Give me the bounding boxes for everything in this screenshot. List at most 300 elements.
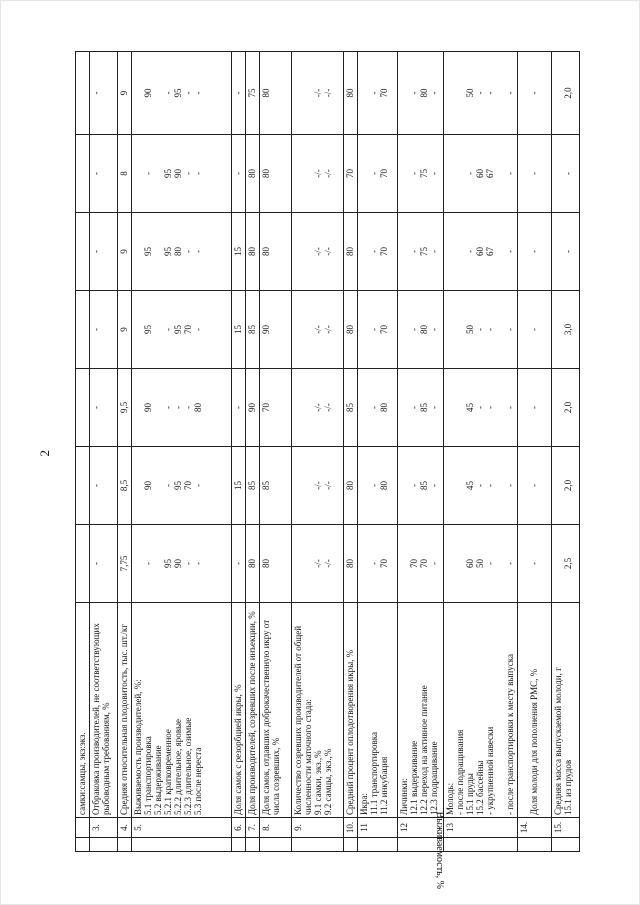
value-line: [133, 449, 143, 522]
value-cell: [344, 52, 358, 135]
value-line: [303, 371, 313, 444]
table-body: [76, 52, 580, 889]
value-line: [359, 137, 369, 210]
indicator-line: - после транспортировки к месту выпуска: [505, 654, 516, 815]
row-number: 4.: [118, 818, 132, 838]
indicator-line: Доля производителей, созревших после инъекции, %: [247, 611, 257, 815]
row-number: 8.: [260, 818, 292, 838]
value-line: 90: [173, 169, 184, 178]
value-cell: [246, 369, 260, 447]
group-cell: [260, 838, 292, 852]
value-cell: [132, 447, 232, 525]
value-line: -: [409, 172, 420, 175]
value-line: -: [409, 328, 420, 331]
value-cell: [246, 447, 260, 525]
value-line: -: [91, 172, 101, 175]
value-line: -: [465, 250, 476, 253]
value-cell: [398, 447, 444, 525]
value-line: -/-: [313, 559, 324, 568]
value-line: -: [369, 328, 380, 331]
indicator-name: [260, 603, 292, 818]
value-line: 3,0: [563, 323, 574, 336]
value-cell: [260, 369, 292, 447]
value-line: 80: [419, 325, 430, 334]
value-line: [153, 293, 163, 366]
value-line: 50: [465, 88, 476, 98]
value-line: 85: [247, 325, 257, 334]
table-row: [552, 52, 580, 852]
value-line: [455, 449, 465, 522]
value-line: 80: [345, 247, 355, 256]
indicator-name: [292, 603, 344, 818]
value-line: -: [505, 91, 516, 95]
value-line: -: [485, 328, 496, 331]
value-line: 80: [379, 403, 390, 412]
indicator-line: 9.1 самки, экз.,%: [313, 750, 324, 815]
value-line: -: [233, 406, 243, 409]
value-cell: [518, 447, 552, 525]
value-line: [153, 449, 163, 522]
value-cell: [292, 52, 344, 135]
indicator-line: Доля самок, отдавших доброкачественную икру от: [261, 619, 271, 815]
value-cell: [344, 135, 358, 213]
value-line: [553, 293, 563, 366]
value-line: -: [429, 91, 440, 95]
value-line: 90: [143, 403, 154, 412]
value-line: [153, 371, 163, 444]
indicator-line: Отбраковка производителей, не соответствующих: [91, 623, 101, 815]
group-cell: [344, 838, 358, 852]
value-line: 70: [183, 481, 194, 490]
value-line: [519, 527, 529, 600]
value-cell: [90, 291, 118, 369]
value-cell: [552, 447, 580, 525]
value-line: 67: [485, 247, 496, 256]
value-line: [293, 137, 303, 210]
value-line: [495, 293, 505, 366]
value-cell: [518, 291, 552, 369]
value-line: 80: [247, 559, 257, 568]
value-line: 85: [261, 481, 271, 490]
value-line: [553, 215, 563, 288]
value-line: 80: [247, 247, 257, 256]
value-cell: [90, 447, 118, 525]
value-line: 67: [485, 169, 496, 178]
value-line: -/-: [313, 169, 324, 178]
value-line: [359, 293, 369, 366]
value-line: [455, 215, 465, 288]
value-cell: [232, 369, 246, 447]
value-line: -/-: [323, 169, 334, 178]
value-line: 70: [419, 559, 430, 568]
indicator-name: [246, 603, 260, 818]
value-line: [553, 527, 563, 600]
indicator-name: [232, 603, 246, 818]
value-cell: [132, 525, 232, 603]
value-cell: [358, 52, 398, 135]
value-cell: [260, 525, 292, 603]
value-line: -: [429, 562, 440, 565]
value-line: 95: [163, 169, 174, 178]
value-line: [303, 449, 313, 522]
value-line: 80: [261, 169, 271, 178]
value-line: [77, 54, 87, 132]
value-line: -: [91, 250, 101, 253]
indicator-line: 5.1 транспортировка: [143, 736, 154, 815]
rotated-page: [37, 52, 574, 889]
value-line: -: [485, 406, 496, 409]
value-line: -: [91, 91, 101, 95]
value-line: -: [233, 172, 243, 175]
value-cell: [552, 525, 580, 603]
value-line: 50: [475, 559, 486, 568]
value-line: 70: [379, 88, 390, 98]
indicator-line: 12.1 выдерживание: [409, 740, 420, 815]
group-cell: [232, 838, 246, 852]
row-number: 3.: [90, 818, 118, 838]
value-cell: [552, 52, 580, 135]
value-line: -: [91, 328, 101, 331]
side-label: Выживаемость, %: [434, 811, 446, 889]
value-line: [153, 527, 163, 600]
value-line: -: [429, 328, 440, 331]
value-cell: [344, 291, 358, 369]
value-line: 70: [379, 559, 390, 568]
indicator-line: - после подращивания: [455, 729, 466, 815]
value-cell: [90, 525, 118, 603]
value-line: 85: [247, 481, 257, 490]
value-line: [303, 527, 313, 600]
value-line: 9: [119, 249, 129, 254]
value-line: -: [485, 562, 496, 565]
value-line: 80: [419, 88, 430, 98]
value-line: 90: [173, 559, 184, 568]
value-line: -: [183, 172, 194, 175]
value-line: [445, 215, 455, 288]
value-line: -: [505, 250, 516, 253]
value-line: 95: [173, 481, 184, 490]
value-cell: [90, 135, 118, 213]
value-line: [153, 54, 163, 132]
value-line: [553, 54, 563, 132]
value-line: -/-: [323, 247, 334, 256]
value-line: -: [529, 406, 540, 409]
value-cell: [444, 525, 518, 603]
value-line: [359, 527, 369, 600]
value-cell: [246, 213, 260, 291]
value-line: [445, 137, 455, 210]
value-line: -: [233, 91, 243, 95]
value-cell: [232, 291, 246, 369]
value-line: -: [563, 250, 574, 253]
table-row: [518, 52, 552, 852]
table-row: [232, 52, 246, 852]
value-line: -/-: [323, 88, 334, 98]
value-line: -: [369, 406, 380, 409]
value-line: [455, 54, 465, 132]
value-line: 60: [465, 559, 476, 568]
value-line: -: [173, 406, 184, 409]
value-line: [153, 215, 163, 288]
value-line: [495, 215, 505, 288]
value-line: -: [429, 484, 440, 487]
value-line: 90: [247, 403, 257, 412]
value-line: [133, 293, 143, 366]
value-line: -: [505, 484, 516, 487]
value-line: 80: [345, 88, 355, 98]
indicator-line: Количество созревших производителей от общей: [293, 625, 303, 815]
value-line: -: [91, 484, 101, 487]
value-line: [553, 137, 563, 210]
indicator-line: Личинки:: [399, 778, 409, 815]
value-line: [77, 137, 87, 210]
value-cell: [260, 447, 292, 525]
value-line: [399, 371, 409, 444]
table-row: [246, 52, 260, 852]
value-line: [293, 293, 303, 366]
value-line: 2,0: [563, 87, 574, 99]
group-cell: [444, 838, 518, 852]
value-line: [399, 215, 409, 288]
indicator-line: Молодь:: [445, 782, 455, 815]
value-cell: [232, 447, 246, 525]
value-line: 80: [247, 169, 257, 178]
value-line: 15: [233, 481, 243, 490]
value-line: -: [163, 91, 174, 95]
value-line: [519, 137, 529, 210]
value-line: -: [485, 91, 496, 95]
value-cell: [76, 369, 90, 447]
value-line: 75: [419, 169, 430, 178]
table-row: [398, 52, 444, 852]
value-cell: [518, 525, 552, 603]
value-line: 85: [345, 403, 355, 412]
value-cell: [132, 213, 232, 291]
indicator-line: числа созревших, %: [271, 737, 282, 815]
value-line: 95: [173, 88, 184, 98]
value-line: [495, 449, 505, 522]
value-line: [519, 293, 529, 366]
value-cell: [76, 291, 90, 369]
value-line: 95: [173, 325, 184, 334]
value-line: [359, 215, 369, 288]
indicator-line: Доля самок с резорбцией икры, %: [233, 684, 243, 815]
value-line: 15: [233, 325, 243, 334]
value-line: -: [193, 172, 204, 175]
value-line: 60: [475, 169, 486, 178]
value-cell: [444, 447, 518, 525]
value-line: -: [163, 406, 174, 409]
value-line: -/-: [323, 481, 334, 490]
value-cell: [260, 135, 292, 213]
value-cell: [90, 369, 118, 447]
value-cell: [358, 369, 398, 447]
indicator-line: 5.2 выдерживание: [153, 745, 164, 815]
value-line: [495, 371, 505, 444]
value-line: [445, 371, 455, 444]
group-cell: [90, 838, 118, 852]
value-line: [519, 54, 529, 132]
value-line: -/-: [313, 403, 324, 412]
value-cell: [518, 369, 552, 447]
value-line: -: [475, 328, 486, 331]
fish-breeding-table: [75, 51, 580, 889]
value-line: [77, 371, 87, 444]
value-line: [133, 527, 143, 600]
value-line: -/-: [313, 88, 324, 98]
value-line: [133, 371, 143, 444]
value-line: [153, 137, 163, 210]
value-line: [359, 54, 369, 132]
value-line: -: [91, 562, 101, 565]
value-line: -: [193, 484, 204, 487]
value-cell: [358, 213, 398, 291]
value-line: 8: [119, 171, 129, 176]
indicator-line: 5.2.2 длительное, яровые: [173, 718, 184, 815]
value-cell: [552, 213, 580, 291]
value-line: [293, 527, 303, 600]
value-line: [445, 449, 455, 522]
indicator-line: 15.1 из прудов: [563, 759, 574, 815]
value-cell: [444, 135, 518, 213]
indicator-line: Средняя масса выпускаемой молоди, г: [553, 667, 563, 815]
value-line: [455, 293, 465, 366]
value-cell: [246, 52, 260, 135]
value-line: 80: [261, 247, 271, 256]
value-line: 80: [345, 481, 355, 490]
value-cell: [398, 52, 444, 135]
value-line: [519, 449, 529, 522]
table-row: [132, 52, 232, 852]
value-line: 90: [143, 481, 154, 490]
value-line: 70: [345, 169, 355, 178]
value-line: [293, 449, 303, 522]
value-line: -: [409, 250, 420, 253]
value-line: [455, 527, 465, 600]
indicator-line: [519, 605, 529, 815]
value-line: [553, 371, 563, 444]
value-cell: [118, 525, 132, 603]
indicator-line: 9.2 самцы, экз.,%: [323, 748, 334, 815]
value-line: 75: [419, 247, 430, 256]
value-line: [445, 293, 455, 366]
value-line: -: [505, 562, 516, 565]
value-line: -: [369, 484, 380, 487]
group-cell: [358, 838, 398, 852]
value-line: -: [409, 406, 420, 409]
value-line: -: [369, 562, 380, 565]
page-number: 2: [37, 450, 52, 457]
value-line: [553, 449, 563, 522]
value-cell: [76, 213, 90, 291]
value-line: -: [233, 562, 243, 565]
value-cell: [118, 213, 132, 291]
value-line: -: [563, 172, 574, 175]
group-cell: [292, 838, 344, 852]
value-cell: [292, 525, 344, 603]
value-line: -: [529, 484, 540, 487]
row-number: 13: [444, 818, 518, 838]
value-line: [133, 137, 143, 210]
value-line: [77, 449, 87, 522]
value-cell: [292, 369, 344, 447]
row-number: 10.: [344, 818, 358, 838]
value-cell: [552, 291, 580, 369]
value-line: 70: [379, 247, 390, 256]
value-line: [303, 137, 313, 210]
value-line: 2,0: [563, 401, 574, 414]
value-line: -: [193, 562, 204, 565]
value-line: -: [183, 91, 194, 95]
value-line: [303, 293, 313, 366]
value-line: [445, 527, 455, 600]
value-cell: [132, 369, 232, 447]
value-line: 60: [475, 247, 486, 256]
indicator-name: [118, 603, 132, 818]
value-line: [445, 54, 455, 132]
value-line: 80: [379, 481, 390, 490]
value-line: 80: [173, 247, 184, 256]
value-cell: [398, 525, 444, 603]
table-row: [90, 52, 118, 852]
indicator-line: численности маточного стада:: [303, 699, 314, 815]
value-line: -: [475, 484, 486, 487]
value-line: [519, 215, 529, 288]
value-line: 80: [345, 325, 355, 334]
value-cell: [118, 369, 132, 447]
value-line: [399, 54, 409, 132]
value-line: -/-: [313, 247, 324, 256]
indicator-line: рыбоводным требованиям, %: [101, 702, 112, 815]
indicator-name: [358, 603, 398, 818]
value-cell: [344, 213, 358, 291]
value-cell: [76, 525, 90, 603]
value-cell: [292, 291, 344, 369]
value-line: -: [163, 328, 174, 331]
indicator-line: 12.3 подращивание: [429, 741, 440, 815]
indicator-name: [552, 603, 580, 818]
value-line: -: [505, 328, 516, 331]
value-cell: [518, 213, 552, 291]
value-line: 70: [183, 325, 194, 334]
value-cell: [344, 447, 358, 525]
value-line: -: [529, 328, 540, 331]
row-number: 15.: [552, 818, 580, 838]
value-cell: [260, 213, 292, 291]
value-line: -/-: [323, 403, 334, 412]
indicator-line: Икра:: [359, 793, 369, 815]
indicator-line: 15.2 бассейны: [475, 760, 486, 815]
value-cell: [118, 52, 132, 135]
value-line: -: [505, 172, 516, 175]
value-line: -: [193, 328, 204, 331]
value-cell: [292, 135, 344, 213]
table-row: [444, 52, 518, 852]
value-cell: [90, 213, 118, 291]
value-line: -: [529, 562, 540, 565]
value-cell: [358, 135, 398, 213]
value-cell: [246, 525, 260, 603]
value-line: 9: [119, 327, 129, 332]
value-line: -: [429, 172, 440, 175]
value-cell: [552, 135, 580, 213]
value-line: [77, 293, 87, 366]
value-line: 70: [379, 325, 390, 334]
value-cell: [232, 52, 246, 135]
table-row: [118, 52, 132, 852]
value-line: 80: [261, 88, 271, 98]
indicator-line: Выживаемость производителей, %:: [133, 679, 143, 815]
